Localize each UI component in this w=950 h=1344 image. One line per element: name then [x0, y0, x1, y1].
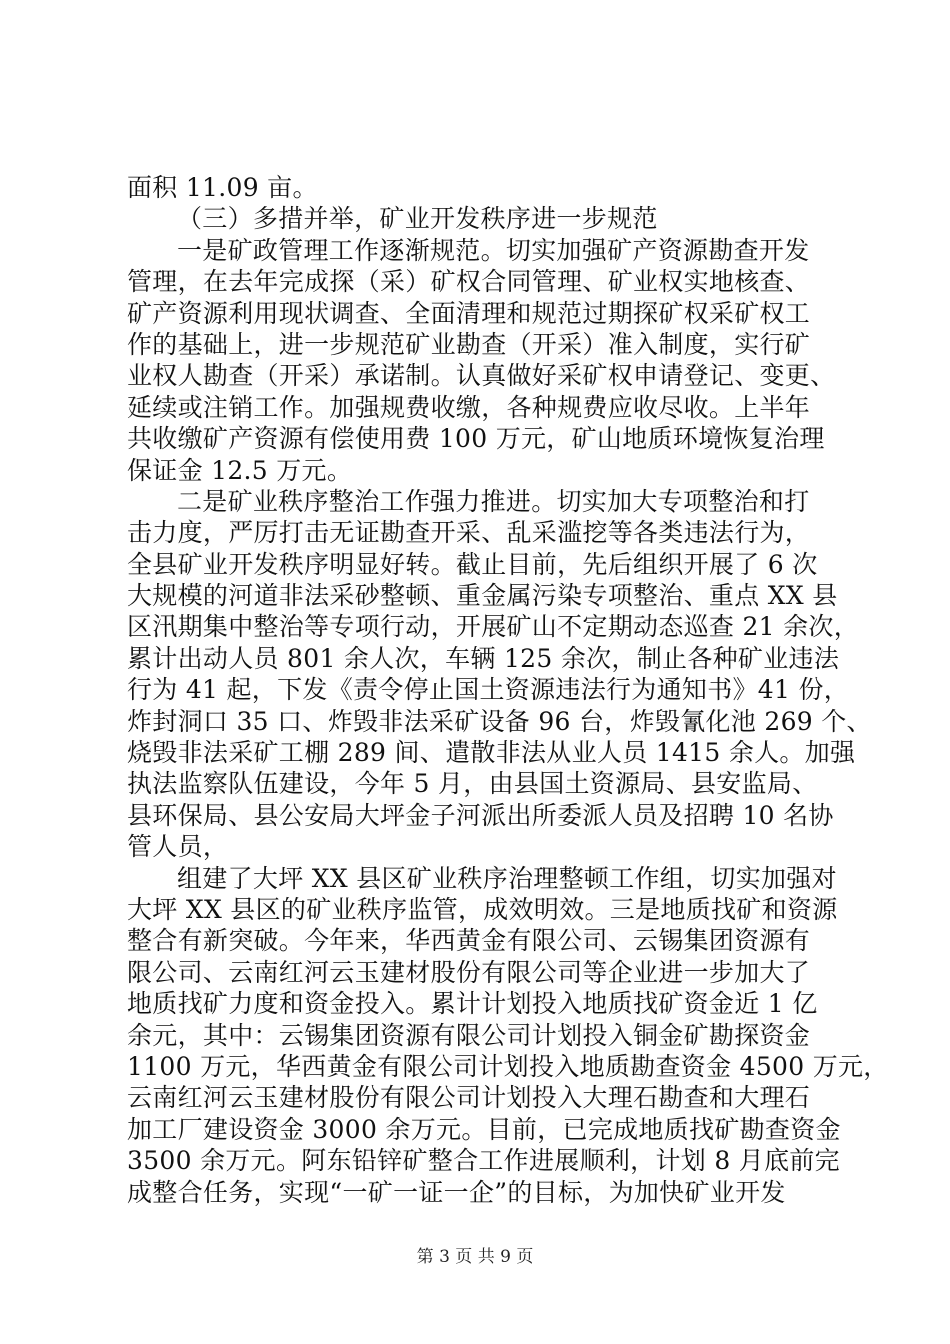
- text-line: 矿产资源利用现状调查、全面清理和规范过期探矿权采矿权工: [127, 298, 811, 328]
- text-line: 击力度，严厉打击无证勘查开采、乱采滥挖等各类违法行为，: [127, 518, 811, 548]
- text-line: 加工厂建设资金 3000 余万元。目前，已完成地质找矿勘查资金: [127, 1114, 841, 1144]
- text-line: 业权人勘查（开采）承诺制。认真做好采矿权申请登记、变更、: [127, 361, 836, 391]
- text-line: 管理，在去年完成探（采）矿权合同管理、矿业权实地核查、: [127, 267, 811, 297]
- page-number-footer: 第 3 页 共 9 页: [416, 1247, 534, 1267]
- text-line: 县环保局、县公安局大坪金子河派出所委派人员及招聘 10 名协: [127, 800, 834, 830]
- text-line: 地质找矿力度和资金投入。累计计划投入地质找矿资金近 1 亿: [127, 989, 818, 1019]
- text-line: 1100 万元，华西黄金有限公司计划投入地质勘查资金 4500 万元，: [127, 1051, 889, 1081]
- text-line: 行为 41 起，下发《责令停止国土资源违法行为通知书》41 份，: [127, 675, 850, 705]
- text-line: 整合有新突破。今年来，华西黄金有限公司、云锡集团资源有: [127, 926, 811, 956]
- text-line: 烧毁非法采矿工棚 289 间、遣散非法从业人员 1415 余人。加强: [127, 738, 856, 768]
- text-line: 作的基础上，进一步规范矿业勘查（开采）准入制度，实行矿: [127, 329, 811, 359]
- document-body: [127, 172, 889, 1208]
- text-line: 保证金 12.5 万元。: [127, 455, 353, 485]
- text-line: 共收缴矿产资源有偿使用费 100 万元，矿山地质环境恢复治理: [127, 424, 825, 454]
- text-line: 云南红河云玉建材股份有限公司计划投入大理石勘查和大理石: [127, 1083, 811, 1113]
- section-heading: （三）多措并举，矿业开发秩序进一步规范: [177, 204, 658, 234]
- text-line: 执法监察队伍建设，今年 5 月，由县国土资源局、县安监局、: [127, 769, 818, 799]
- text-line: 管人员，: [127, 832, 229, 862]
- text-line: 全县矿业开发秩序明显好转。截止目前，先后组织开展了 6 次: [127, 549, 818, 579]
- text-line: 区汛期集中整治等专项行动，开展矿山不定期动态巡查 21 余次，: [127, 612, 860, 642]
- text-line: 炸封洞口 35 口、炸毁非法采矿设备 96 台，炸毁氰化池 269 个、: [127, 706, 872, 736]
- paragraph-start: 组建了大坪 XX 县区矿业秩序治理整顿工作组，切实加强对: [177, 863, 837, 893]
- text-line: 3500 余万元。阿东铅锌矿整合工作进展顺利，计划 8 月底前完: [127, 1146, 840, 1176]
- text-line: 累计出动人员 801 余人次，车辆 125 余次，制止各种矿业违法: [127, 643, 840, 673]
- text-line: 延续或注销工作。加强规费收缴，各种规费应收尽收。上半年: [127, 392, 811, 422]
- text-line: 余元，其中：云锡集团资源有限公司计划投入铜金矿勘探资金: [127, 1020, 811, 1050]
- text-line: 面积 11.09 亩。: [127, 173, 318, 202]
- text-line: 大规模的河道非法采砂整顿、重金属污染专项整治、重点 XX 县: [127, 581, 838, 611]
- paragraph-start: 二是矿业秩序整治工作强力推进。切实加大专项整治和打: [177, 486, 810, 516]
- text-line: 成整合任务，实现“一矿一证一企”的目标，为加快矿业开发: [127, 1177, 786, 1207]
- text-line: 大坪 XX 县区的矿业秩序监管，成效明效。三是地质找矿和资源: [127, 894, 838, 924]
- text-line: 限公司、云南红河云玉建材股份有限公司等企业进一步加大了: [127, 957, 811, 987]
- paragraph-start: 一是矿政管理工作逐渐规范。切实加强矿产资源勘查开发: [177, 235, 810, 265]
